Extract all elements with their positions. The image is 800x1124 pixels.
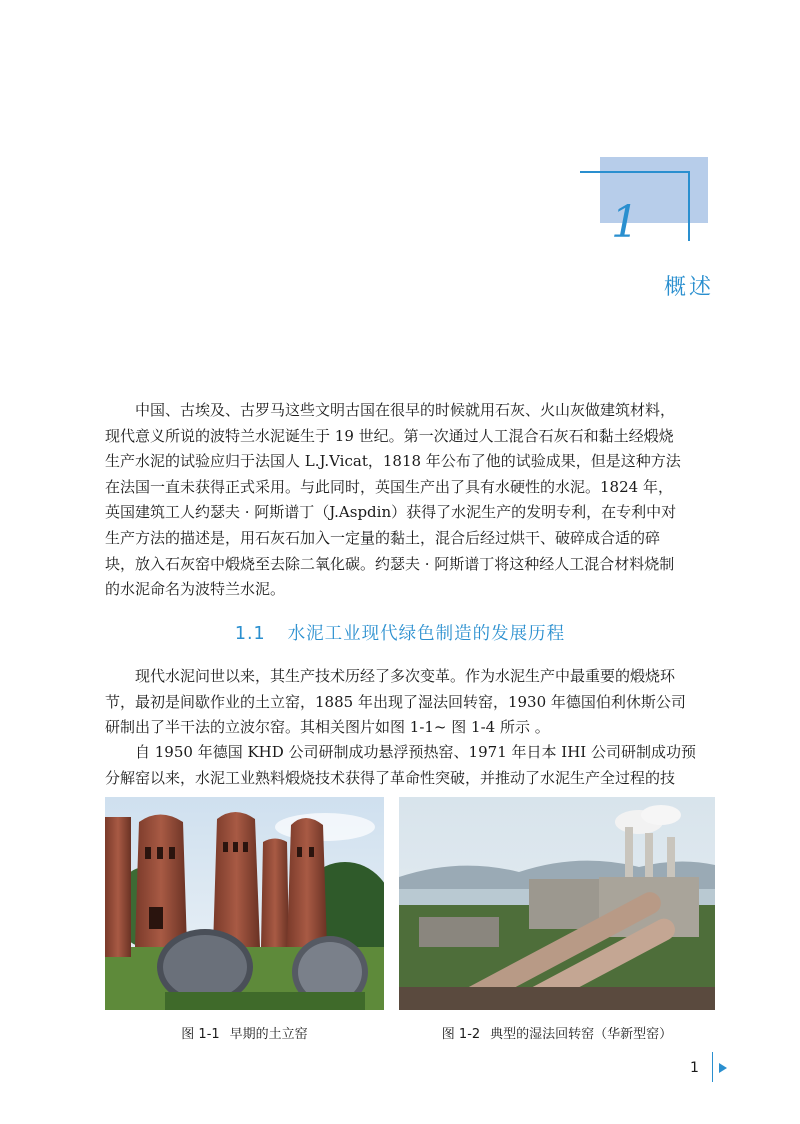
figure-1-1-caption [105,1023,384,1042]
section-heading [0,620,800,645]
text-line: 英国建筑工人约瑟夫 · 阿斯谱丁（J.Aspdin）获得了水泥生产的发明专利，在专利中对 [105,503,677,522]
section-title: 水泥工业现代绿色制造的发展历程 [287,624,566,644]
next-page-arrow-icon [719,1063,727,1073]
text-line: 在法国一直未获得正式采用。与此同时，英国生产出了具有水硬性的水泥。1824 年， [105,477,673,496]
text-line: 生产方法的描述是，用石灰石加入一定量的黏土，混合后经过烘干、破碎成合适的碎 [105,528,661,547]
text-line: 研制出了半干法的立波尔窑。其相关图片如图 1-1~ 图 1-4 所示 。 [105,718,550,737]
page-number: 1 [690,1060,699,1076]
page-divider [712,1052,713,1082]
text-line: 生产水泥的试验应归于法国人 L.J.Vicat，1818 年公布了他的试验成果，但是这种方法 [105,452,681,471]
text-line: 的水泥命名为波特兰水泥。 [105,580,286,599]
figure-1-1-image [105,797,384,1010]
chapter-number: 1 [611,197,639,248]
history-paragraph [105,664,715,741]
figure-caption-text: 早期的土立窑 [229,1027,308,1042]
text-line: 中国、古埃及、古罗马这些文明古国在很早的时候就用石灰、火山灰做建筑材料， [105,401,676,419]
text-line: 节，最初是间歇作业的土立窑，1885 年出现了湿法回转窑，1930 年德国伯利休斯公司 [105,692,686,711]
text-line: 现代水泥问世以来，其生产技术历经了多次变革。作为水泥生产中最重要的煅烧环 [105,667,676,685]
figure-1-2-caption [399,1023,715,1042]
chapter-title: 概述 [663,275,714,300]
figure-1-2-image [399,797,715,1010]
technology-paragraph [105,740,715,791]
chapter-decoration-line [580,171,690,173]
figure-number: 图 1-1 [181,1027,220,1042]
chapter-decoration-vline [688,171,690,241]
figure-number: 图 1-2 [441,1027,481,1042]
figure-caption-text: 典型的湿法回转窑（华新型窑） [490,1027,673,1042]
section-number: 1.1 [234,624,266,644]
text-line: 现代意义所说的波特兰水泥诞生于 19 世纪。第一次通过人工混合石灰石和黏土经煅烧 [105,426,674,445]
text-line: 块，放入石灰窑中煅烧至去除二氧化碳。约瑟夫 · 阿斯谱丁将这种经人工混合材料烧制 [105,554,675,573]
text-line: 自 1950 年德国 KHD 公司研制成功悬浮预热窑、1971 年日本 IHI 公司研制成功预 [105,743,696,761]
text-line: 分解窑以来，水泥工业熟料煅烧技术获得了革命性突破，并推动了水泥生产全过程的技 [105,768,676,787]
intro-paragraph [105,398,715,603]
